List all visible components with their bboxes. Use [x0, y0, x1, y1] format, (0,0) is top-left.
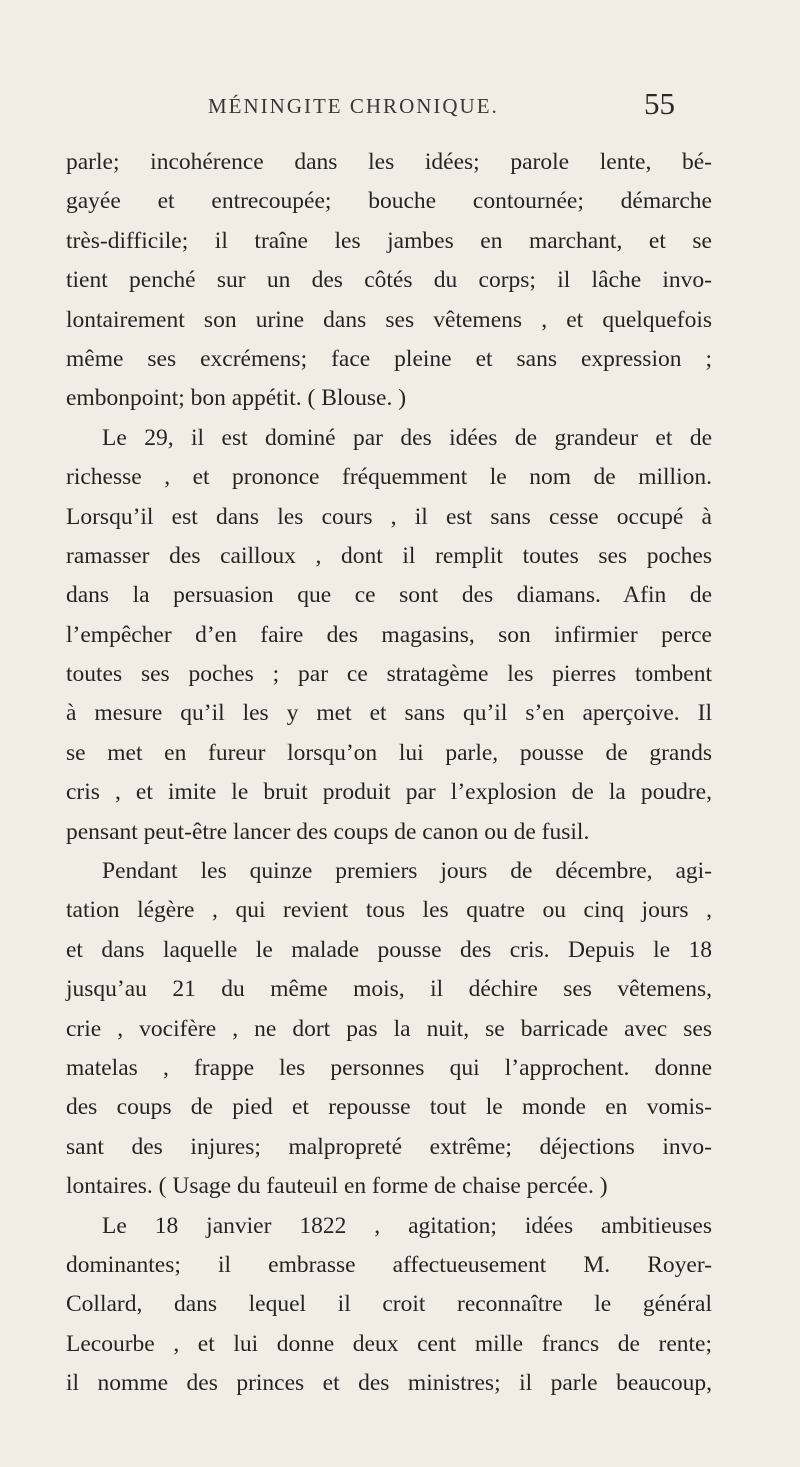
text-line-17: cris , et imite le bruit produit par l’explosion de la poudre,: [66, 779, 712, 806]
text-line-21: et dans laquelle le malade pousse des cris. Depuis le 18: [66, 936, 712, 963]
text-line-12: dans la persuasion que ce sont des diamans. Afin de: [66, 582, 712, 609]
text-line-24: matelas , frappe les personnes qui l’approchent. donne: [66, 1054, 712, 1081]
text-line-8: Le 29, il est dominé par des idées de grandeur et de: [102, 424, 712, 451]
text-line-5: lontairement son urine dans ses vêtemens , et quelquefois: [66, 306, 712, 333]
text-line-28: Le 18 janvier 1822 , agitation; idées ambitieuses: [102, 1212, 712, 1239]
text-line-23: crie , vocifère , ne dort pas la nuit, se barricade avec ses: [66, 1015, 712, 1042]
text-line-27: lontaires. ( Usage du fauteuil en forme de chaise percée. ): [66, 1173, 608, 1200]
text-line-32: il nomme des princes et des ministres; il parle beaucoup,: [66, 1370, 712, 1397]
text-line-1: parle; incohérence dans les idées; parole lente, bé-: [66, 149, 712, 175]
body-text: [66, 143, 712, 1404]
text-line-20: tation légère , qui revient tous les quatre ou cinq jours ,: [66, 897, 712, 924]
text-line-25: des coups de pied et repousse tout le monde en vomis-: [66, 1094, 712, 1121]
text-line-16: se met en fureur lorsqu’on lui parle, pousse de grands: [66, 739, 712, 766]
running-head: [208, 86, 708, 126]
text-line-3: très-difficile; il traîne les jambes en marchant, et se: [66, 227, 712, 254]
text-line-13: l’empêcher d’en faire des magasins, son infirmier perce: [66, 621, 712, 648]
text-line-14: toutes ses poches ; par ce stratagème les pierres tombent: [66, 661, 712, 688]
text-line-31: Lecourbe , et lui donne deux cent mille francs de rente;: [66, 1330, 712, 1357]
page-number: 55: [644, 86, 675, 121]
text-line-6: même ses excrémens; face pleine et sans expression ;: [66, 345, 712, 372]
text-line-7: embonpoint; bon appétit. ( Blouse. ): [66, 385, 407, 412]
text-line-26: sant des injures; malpropreté extrême; déjections invo-: [66, 1133, 712, 1160]
text-line-9: richesse , et prononce fréquemment le nom de million.: [66, 464, 712, 491]
text-line-2: gayée et entrecoupée; bouche contournée; démarche: [66, 188, 712, 215]
text-line-10: Lorsqu’il est dans les cours , il est sans cesse occupé à: [66, 503, 712, 530]
text-line-30: Collard, dans lequel il croit reconnaître le général: [66, 1291, 712, 1318]
text-line-18: pensant peut-être lancer des coups de canon ou de fusil.: [66, 818, 590, 845]
text-line-29: dominantes; il embrasse affectueusement M. Royer-: [66, 1251, 712, 1278]
text-line-11: ramasser des cailloux , dont il remplit toutes ses poches: [66, 542, 712, 569]
running-title: MÉNINGITE CHRONIQUE.: [208, 94, 499, 118]
text-line-22: jusqu’au 21 du même mois, il déchire ses vêtemens,: [66, 976, 712, 1003]
text-line-19: Pendant les quinze premiers jours de décembre, agi-: [102, 858, 712, 885]
text-line-4: tient penché sur un des côtés du corps; il lâche invo-: [66, 267, 712, 294]
text-line-15: à mesure qu’il les y met et sans qu’il s’en aperçoive. Il: [66, 700, 712, 727]
